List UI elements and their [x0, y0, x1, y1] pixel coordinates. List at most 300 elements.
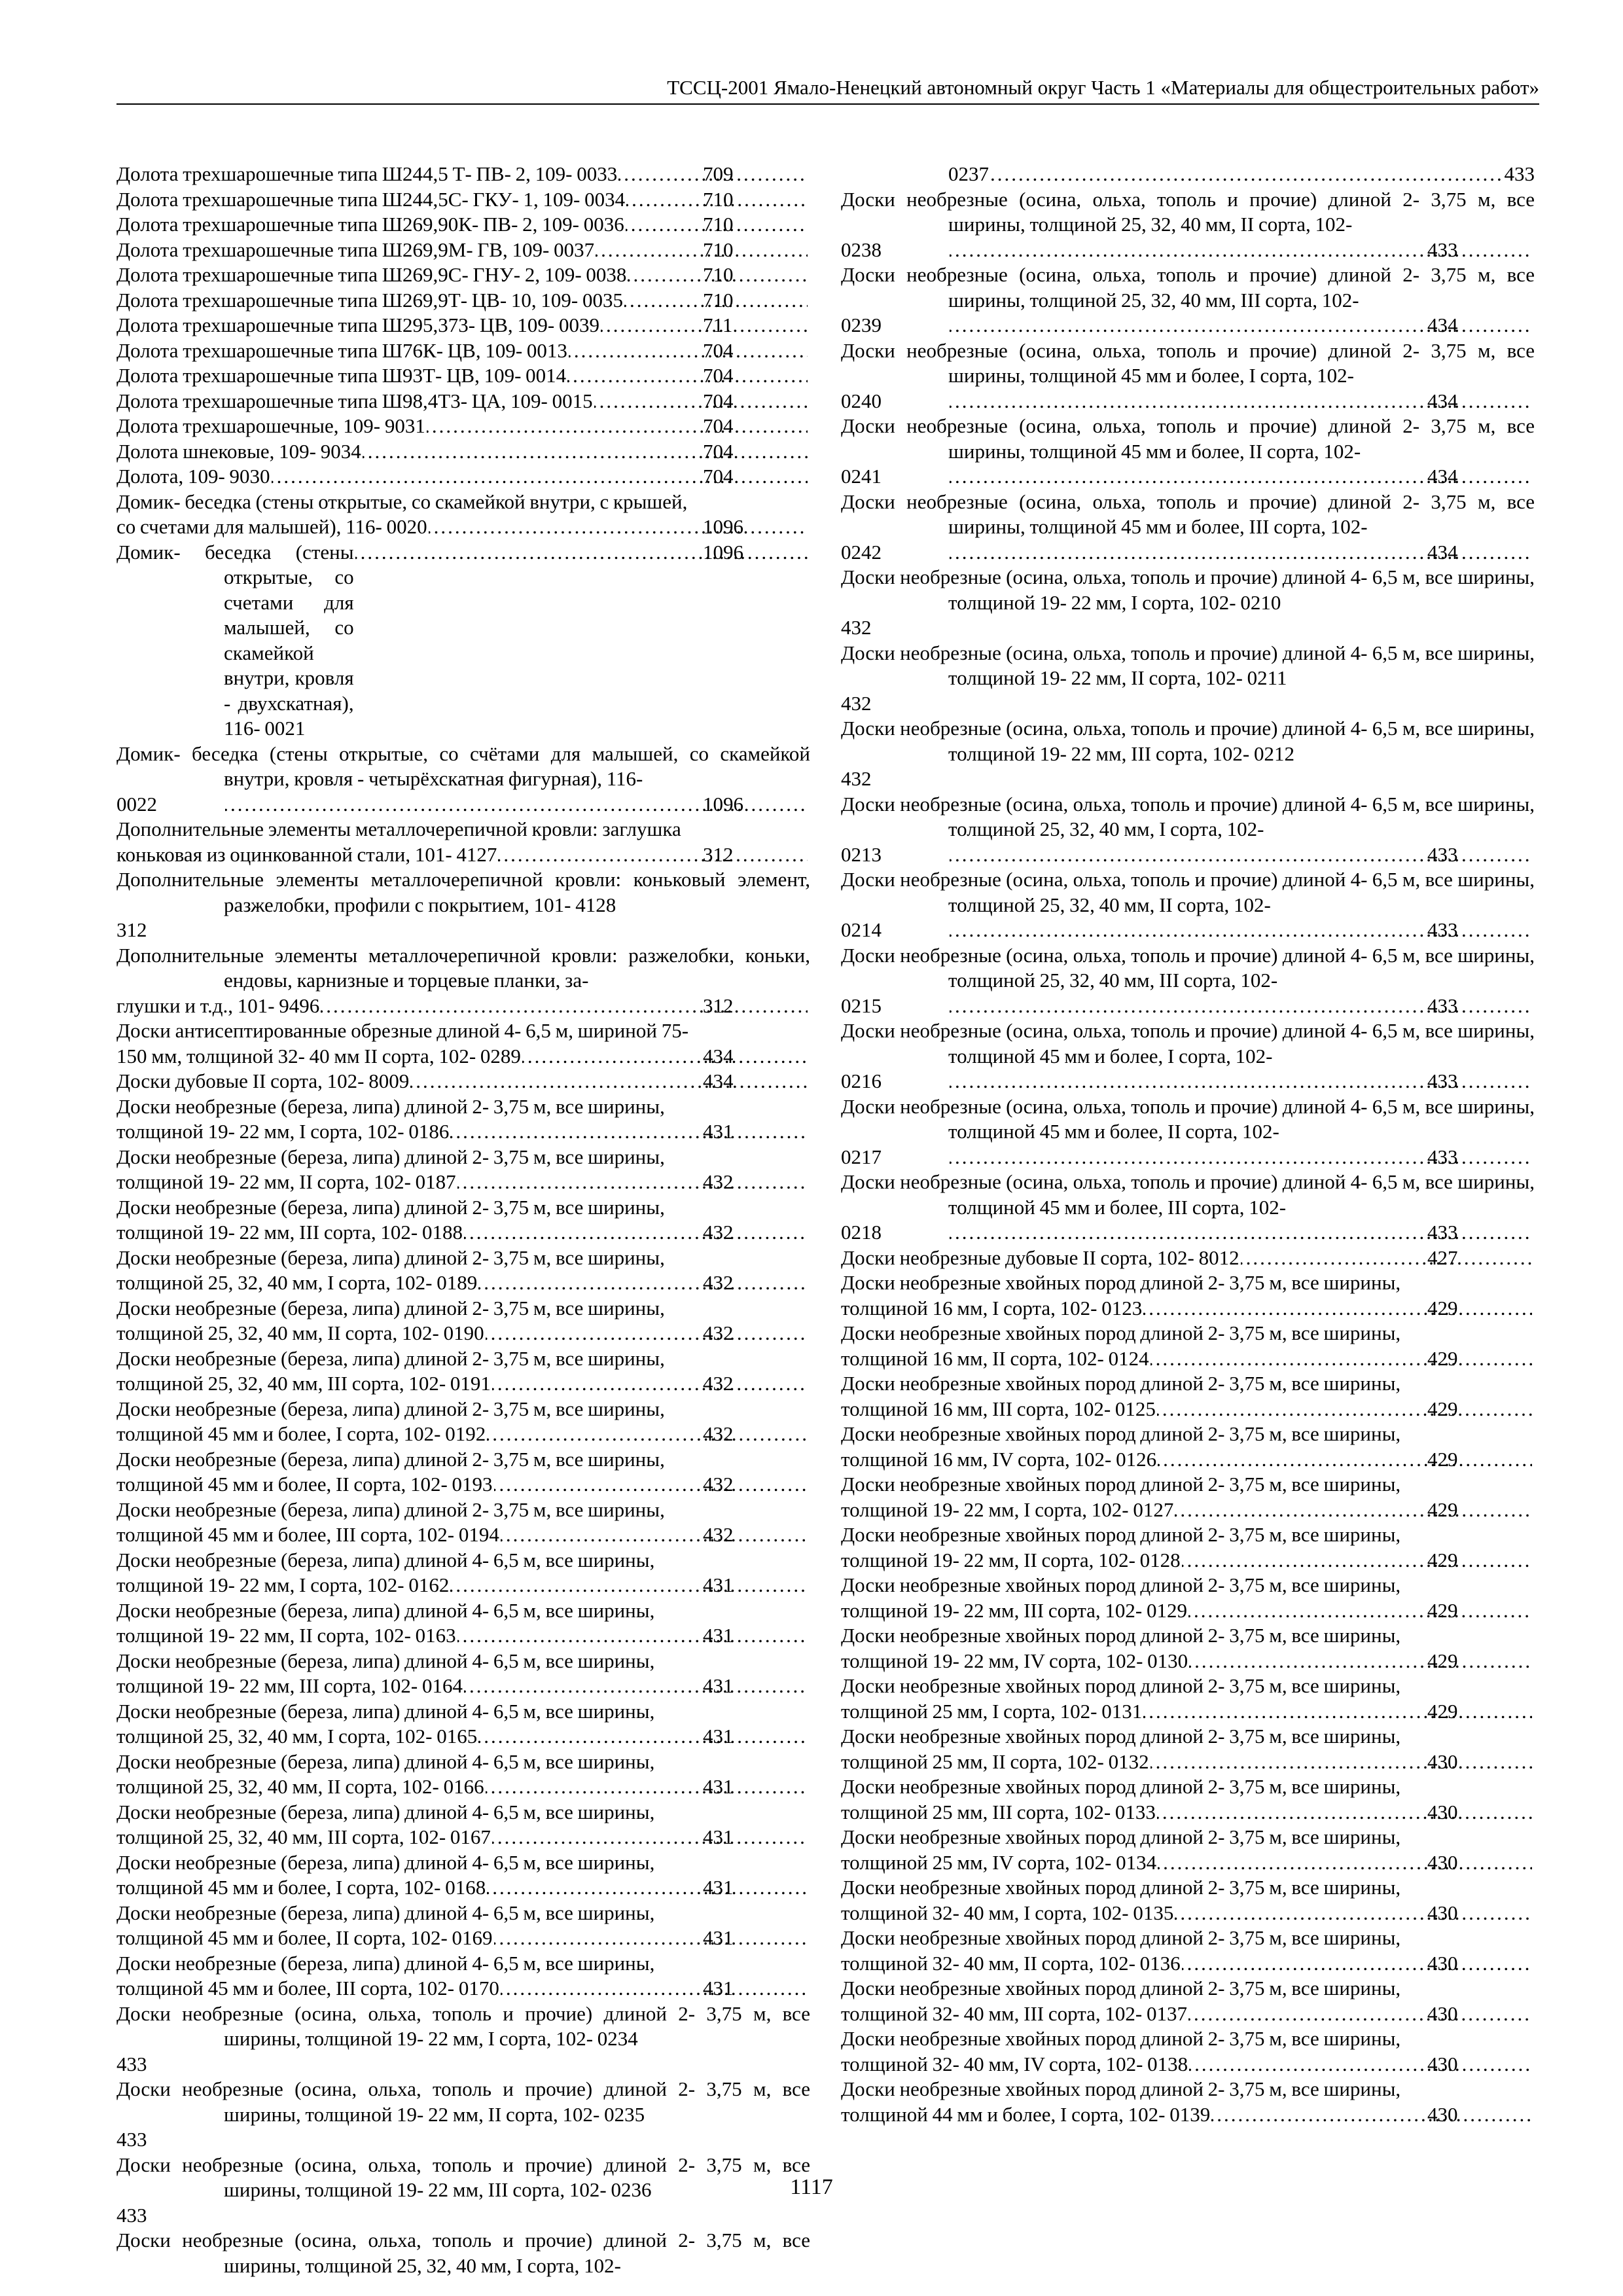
index-entry — [116, 540, 810, 742]
entry-leader-line: 0217 ..... 433 — [948, 1145, 1535, 1170]
entry-leader-line: Долота трехшарошечные типа Ш76К- ЦВ, 109- 0013 ..... 704 — [224, 338, 810, 364]
index-entry — [116, 212, 810, 238]
entry-text-end: толщиной 19- 22 мм, II сорта, 102- 0163 — [116, 1624, 456, 1647]
entry-page-number: 433 — [1504, 162, 1535, 185]
index-entry — [841, 2026, 1535, 2077]
index-entry — [841, 1270, 1535, 1321]
dot-leader — [450, 1573, 808, 1598]
entry-text-end: Долота трехшарошечные типа Ш269,9Т- ЦВ- 10, 109- 0035 — [116, 288, 623, 312]
entry-leader-line: толщиной 19- 22 мм, I сорта, 102- 0162 ..... 431 — [224, 1573, 810, 1598]
entry-text-end: толщиной 19- 22 мм, III сорта, 102- 0164 — [116, 1674, 463, 1697]
entry-leader-line: Долота трехшарошечные типа Ш98,4Т3- ЦА, 109- 0015 ..... 704 — [224, 389, 810, 414]
entry-text-end: глушки и т.д., 101- 9496 — [116, 994, 320, 1017]
index-entry — [841, 641, 1535, 717]
entry-leader-line: глушки и т.д., 101- 9496 ..... 312 — [224, 994, 810, 1019]
entry-leader-line: 0022 ..... 1096 — [224, 792, 810, 817]
entry-text-end: толщиной 44 мм и более, I сорта, 102- 0139 — [841, 2102, 1211, 2126]
index-entry — [841, 867, 1535, 943]
index-entry — [116, 1951, 810, 2001]
entry-page-number: 433 — [116, 2203, 147, 2227]
entry-text-end: толщиной 32- 40 мм, I сорта, 102- 0135 — [841, 1901, 1174, 1924]
index-entry — [116, 439, 810, 465]
index-entry — [116, 1598, 810, 1649]
entry-text: Доски необрезные (осина, ольха, тополь и прочие) длиной 2- 3,75 м, все ширины, толщиной 19- 22 мм, III сорта, 102- 0236 — [116, 2153, 810, 2201]
index-entry — [116, 464, 810, 490]
entry-text-end: Долота трехшарошечные типа Ш269,9М- ГВ, 109- 0037 — [116, 238, 595, 261]
entry-text-end: толщиной 45 мм и более, I сорта, 102- 0192 — [116, 1422, 486, 1445]
entry-text: Доски необрезные хвойных пород длиной 2- 3,75 м, все ширины, — [841, 1725, 1401, 1748]
entry-leader-line: толщиной 45 мм и более, I сорта, 102- 0168 ..... 431 — [224, 1875, 810, 1901]
index-entry — [841, 1724, 1535, 1774]
index-entry — [116, 288, 810, 314]
entry-text-end: Доски дубовые II сорта, 102- 8009 — [116, 1069, 410, 1092]
dot-leader — [594, 389, 808, 414]
index-entry — [116, 1749, 810, 1800]
entry-leader-line: 0242 ..... 434 — [948, 540, 1535, 565]
index-entry — [116, 1850, 810, 1901]
entry-text-end: толщиной 32- 40 мм, IV сорта, 102- 0138 — [841, 2052, 1188, 2075]
index-entry — [116, 1346, 810, 1397]
index-entry — [116, 742, 810, 817]
entry-text-end: Долота трехшарошечные типа Ш244,5С- ГКУ- 1, 109- 0034 — [116, 187, 626, 211]
index-entry — [841, 1522, 1535, 1573]
entry-leader-line: 0238 ..... 433 — [948, 238, 1535, 263]
entry-text: Доски необрезные хвойных пород длиной 2- 3,75 м, все ширины, — [841, 2027, 1401, 2050]
index-entry — [116, 1018, 810, 1069]
dot-leader — [1158, 1850, 1532, 1876]
index-entry — [841, 792, 1535, 868]
index-entry — [841, 262, 1535, 338]
entry-text-end: Долота трехшарошечные типа Ш98,4Т3- ЦА, 109- 0015 — [116, 389, 593, 412]
entry-text: Доски необрезные (осина, ольха, тополь и прочие) длиной 2- 3,75 м, все ширины, толщиной 19- 22 мм, II сорта, 102- 0235 — [116, 2077, 810, 2126]
dot-leader — [501, 1976, 808, 2001]
index-entry — [841, 1825, 1535, 1875]
entry-text: Доски необрезные (береза, липа) длиной 4- 6,5 м, все ширины, — [116, 1901, 655, 1924]
entry-text: Доски необрезные (береза, липа) длиной 2- 3,75 м, все ширины, — [116, 1397, 665, 1420]
entry-text: Доски необрезные (береза, липа) длиной 4- 6,5 м, все ширины, — [116, 1649, 655, 1672]
dot-leader — [1189, 2052, 1532, 2077]
entry-text: Доски необрезные хвойных пород длиной 2- 3,75 м, все ширины, — [841, 1876, 1401, 1899]
dot-leader — [1158, 1447, 1532, 1473]
entry-text: Доски необрезные хвойных пород длиной 2- 3,75 м, все ширины, — [841, 1977, 1401, 2000]
entry-text-end: толщиной 32- 40 мм, II сорта, 102- 0136 — [841, 1951, 1181, 1975]
dot-leader — [1157, 1397, 1532, 1422]
entry-text-end: толщиной 45 мм и более, II сорта, 102- 0169 — [116, 1926, 493, 1949]
entry-text-end: толщиной 19- 22 мм, III сорта, 102- 0129 — [841, 1598, 1187, 1622]
dot-leader — [487, 1422, 808, 1447]
entry-text: Доски необрезные (береза, липа) длиной 4- 6,5 м, все ширины, — [116, 1951, 655, 1975]
entry-text: Доски необрезные (осина, ольха, тополь и прочие) длиной 2- 3,75 м, все ширины, толщиной 45 мм и более, I сорта, 102- — [841, 338, 1535, 387]
entry-text: Доски необрезные хвойных пород длиной 2- 3,75 м, все ширины, — [841, 1422, 1401, 1445]
entry-text-end: толщиной 25 мм, IV сорта, 102- 0134 — [841, 1850, 1157, 1874]
index-entry — [841, 414, 1535, 490]
dot-leader — [427, 414, 808, 439]
running-header: ТССЦ-2001 Ямало-Ненецкий автономный округ Часть 1 «Материалы для общестроительных работ» — [667, 76, 1539, 99]
dot-leader — [1143, 1699, 1532, 1725]
index-entry — [841, 2077, 1535, 2127]
entry-leader-line: толщиной 32- 40 мм, IV сорта, 102- 0138 ..... 430 — [948, 2052, 1535, 2077]
entry-text: Доски необрезные (осина, ольха, тополь и прочие) длиной 4- 6,5 м, все ширины, толщиной 25, 32, 40 мм, I сорта, 102- — [841, 792, 1535, 840]
entry-leader-line: толщиной 25 мм, IV сорта, 102- 0134 ..... 430 — [948, 1850, 1535, 1876]
index-entry — [841, 1170, 1535, 1246]
index-entry — [841, 1774, 1535, 1825]
entry-leader-line: 0214 ..... 433 — [948, 918, 1535, 943]
entry-leader-line: Долота трехшарошечные типа Ш269,90К- ПВ- 2, 109- 0036 ..... 710 — [224, 212, 810, 238]
entry-text: Доски необрезные (осина, ольха, тополь и прочие) длиной 4- 6,5 м, все ширины, толщиной 19- 22 мм, I сорта, 102- 0210 — [841, 565, 1535, 614]
entry-leader-line: Долота трехшарошечные типа Ш93Т- ЦВ, 109- 0014 ..... 704 — [224, 363, 810, 389]
entry-text: Доски необрезные хвойных пород длиной 2- 3,75 м, все ширины, — [841, 1573, 1401, 1596]
entry-text: Дополнительные элементы металлочерепичной кровли: разжелобки, коньки, ендовы, карнизные и торцевые планки, за- — [116, 943, 810, 992]
entry-page-number: 433 — [116, 2052, 147, 2075]
entry-leader-line: толщиной 32- 40 мм, I сорта, 102- 0135 ..... 430 — [948, 1901, 1535, 1926]
entry-leader-line: толщиной 25 мм, II сорта, 102- 0132 ..... 430 — [948, 1749, 1535, 1775]
index-entry — [841, 490, 1535, 565]
entry-text: Доски необрезные хвойных пород длиной 2- 3,75 м, все ширины, — [841, 1372, 1401, 1395]
entry-leader-line: толщиной 25, 32, 40 мм, II сорта, 102- 0190 ..... 432 — [224, 1321, 810, 1346]
dot-leader — [1188, 1598, 1532, 1624]
dot-leader — [501, 1522, 808, 1548]
entry-text-end: Долота трехшарошечные типа Ш244,5 Т- ПВ- 2, 109- 0033 — [116, 162, 618, 185]
dot-leader — [1157, 1800, 1532, 1825]
entry-leader-line: Долота трехшарошечные типа Ш244,5 Т- ПВ- 2, 109- 0033 ..... 709 — [224, 162, 810, 187]
index-entry — [116, 1246, 810, 1296]
entry-text-end: Долота трехшарошечные типа Ш76К- ЦВ, 109- 0013 — [116, 338, 567, 362]
entry-text-end: толщиной 25, 32, 40 мм, I сорта, 102- 0165 — [116, 1725, 478, 1748]
dot-leader — [486, 1774, 808, 1800]
entry-text-end: Долота шнековые, 109- 9034 — [116, 439, 361, 463]
entry-text: Доски необрезные (береза, липа) длиной 2- 3,75 м, все ширины, — [116, 1447, 665, 1471]
entry-text-end: толщиной 45 мм и более, II сорта, 102- 0193 — [116, 1473, 493, 1496]
dot-leader — [498, 842, 808, 868]
index-entry — [116, 1069, 810, 1094]
index-column-left — [116, 162, 810, 2278]
dot-leader — [567, 363, 808, 389]
entry-text-end: Долота трехшарошечные типа Ш93Т- ЦВ, 109- 0014 — [116, 364, 567, 387]
entry-text: Доски необрезные (осина, ольха, тополь и прочие) длиной 2- 3,75 м, все ширины, толщиной 25, 32, 40 мм, I сорта, 102- — [116, 2229, 810, 2277]
index-entry — [116, 1145, 810, 1195]
entry-leader-line: толщиной 19- 22 мм, II сорта, 102- 0163 ..... 431 — [224, 1623, 810, 1649]
index-entry — [116, 943, 810, 1019]
entry-leader-line: коньковая из оцинкованной стали, 101- 4127 ..... 312 — [224, 842, 810, 868]
entry-text-end: 150 мм, толщиной 32- 40 мм II сорта, 102- 0289 — [116, 1044, 521, 1067]
index-entry — [841, 1018, 1535, 1094]
dot-leader — [1150, 1749, 1532, 1775]
entry-leader-line: 0216 ..... 433 — [948, 1069, 1535, 1094]
index-entry — [116, 238, 810, 263]
entry-leader-line: 150 мм, толщиной 32- 40 мм II сорта, 102- 0289 ..... 434 — [224, 1044, 810, 1069]
entry-text-end: Долота трехшарошечные, 109- 9031 — [116, 414, 425, 437]
entry-leader-line: Доски необрезные дубовые II сорта, 102- 8012 ..... 427 — [948, 1246, 1535, 1271]
entry-text-end: толщиной 25 мм, III сорта, 102- 0133 — [841, 1800, 1156, 1823]
dot-leader — [321, 994, 808, 1019]
dot-leader — [569, 338, 808, 364]
entry-leader-line: 0239 ..... 434 — [948, 313, 1535, 338]
entry-text: Доски необрезные (береза, липа) длиной 4- 6,5 м, все ширины, — [116, 1598, 655, 1622]
dot-leader — [464, 1220, 808, 1246]
entry-leader-line: 0213 ..... 433 — [948, 842, 1535, 868]
entry-leader-line: Долота, 109- 9030 ..... 704 — [224, 464, 810, 490]
entry-leader-line: толщиной 45 мм и более, III сорта, 102- 0170 ..... 431 — [224, 1976, 810, 2001]
dot-leader — [1175, 1901, 1532, 1926]
dot-leader — [1182, 1548, 1532, 1573]
page-number: 1117 — [790, 2175, 833, 2199]
entry-leader-line: толщиной 16 мм, IV сорта, 102- 0126 ..... 429 — [948, 1447, 1535, 1473]
dot-leader — [1211, 2102, 1532, 2128]
entry-leader-line: толщиной 45 мм и более, I сорта, 102- 0192 ..... 432 — [224, 1422, 810, 1447]
entry-leader-line — [948, 162, 1535, 187]
header-rule — [116, 103, 1539, 105]
index-entry — [116, 1094, 810, 1145]
entry-leader-line: толщиной 19- 22 мм, III сорта, 102- 0129 ..... 429 — [948, 1598, 1535, 1624]
entry-leader-line: толщиной 19- 22 мм, III сорта, 102- 0164 ..... 431 — [224, 1674, 810, 1699]
entry-leader-line: 0215 ..... 433 — [948, 994, 1535, 1019]
entry-leader-line: Долота трехшарошечные типа Ш269,9Т- ЦВ- 10, 109- 0035 ..... 710 — [224, 288, 810, 314]
index-column-right — [841, 162, 1535, 2127]
index-entry — [841, 1674, 1535, 1724]
index-entry — [841, 338, 1535, 414]
entry-text-end: Долота трехшарошечные типа Ш295,373- ЦВ, 109- 0039 — [116, 314, 599, 336]
entry-text: Доски необрезные (береза, липа) длиной 4- 6,5 м, все ширины, — [116, 1800, 655, 1823]
index-entry — [841, 565, 1535, 641]
dot-leader — [1182, 1951, 1532, 1977]
entry-text: Доски необрезные хвойных пород длиной 2- 3,75 м, все ширины, — [841, 1321, 1401, 1344]
index-entry — [841, 1875, 1535, 1926]
entry-text-end: толщиной 25, 32, 40 мм, II сорта, 102- 0166 — [116, 1775, 484, 1798]
index-entry — [116, 1397, 810, 1447]
entry-text: Доски необрезные (осина, ольха, тополь и прочие) длиной 4- 6,5 м, все ширины, толщиной 45 мм и более, III сорта, 102- — [841, 1170, 1535, 1219]
entry-leader-line: толщиной 19- 22 мм, II сорта, 102- 0187 ..... 432 — [224, 1170, 810, 1195]
dot-leader — [990, 162, 1502, 187]
entry-page-number: 432 — [841, 767, 872, 790]
index-entry — [841, 1321, 1535, 1371]
entry-leader-line: толщиной 45 мм и более, III сорта, 102- 0194 ..... 432 — [224, 1522, 810, 1548]
index-entry — [116, 338, 810, 364]
entry-text-end: коньковая из оцинкованной стали, 101- 4127 — [116, 842, 497, 866]
index-entry — [116, 1649, 810, 1699]
entry-leader-line: Долота трехшарошечные типа Ш269,9С- ГНУ- 2, 109- 0038 ..... 710 — [224, 262, 810, 288]
entry-leader-line: толщиной 25, 32, 40 мм, I сорта, 102- 0189 ..... 432 — [224, 1270, 810, 1296]
index-entry — [116, 1699, 810, 1749]
index-entry — [841, 1472, 1535, 1522]
entry-leader-line: со счетами для малышей), 116- 0020 ..... 1096 — [224, 514, 810, 540]
entry-text: Доски антисептированные обрезные длиной 4- 6,5 м, шириной 75- — [116, 1019, 689, 1042]
entry-text: Доски необрезные хвойных пород длиной 2- 3,75 м, все ширины, — [841, 1473, 1401, 1496]
entry-leader-line: толщиной 32- 40 мм, III сорта, 102- 0137 ..... 430 — [948, 2001, 1535, 2027]
entry-text: Доски необрезные хвойных пород длиной 2- 3,75 м, все ширины, — [841, 1523, 1401, 1546]
dot-leader — [363, 439, 808, 465]
entry-text-end: толщиной 19- 22 мм, IV сорта, 102- 0130 — [841, 1649, 1188, 1672]
entry-text: Доски необрезные (береза, липа) длиной 4- 6,5 м, все ширины, — [116, 1699, 655, 1723]
entry-text: Доски необрезные хвойных пород длиной 2- 3,75 м, все ширины, — [841, 1271, 1401, 1294]
entry-leader-line: толщиной 44 мм и более, I сорта, 102- 0139 ..... 430 — [948, 2102, 1535, 2128]
entry-text: Доски необрезные (береза, липа) длиной 4- 6,5 м, все ширины, — [116, 1548, 655, 1571]
index-entry — [116, 1800, 810, 1850]
entry-text: Доски необрезные (береза, липа) длиной 2- 3,75 м, все ширины, — [116, 1246, 665, 1269]
entry-text-end: толщиной 25, 32, 40 мм, III сорта, 102- 0167 — [116, 1825, 491, 1848]
entry-text: Доски необрезные (осина, ольха, тополь и прочие) длиной 2- 3,75 м, все ширины, толщиной 45 мм и более, II сорта, 102- — [841, 414, 1535, 463]
entry-leader-line: толщиной 19- 22 мм, IV сорта, 102- 0130 ..... 429 — [948, 1649, 1535, 1674]
entry-text-end: Долота трехшарошечные типа Ш269,9С- ГНУ- 2, 109- 0038 — [116, 263, 627, 286]
entry-text: Доски необрезные хвойных пород длиной 2- 3,75 м, все ширины, — [841, 1674, 1401, 1697]
entry-page-number: 433 — [116, 2128, 147, 2151]
entry-text-end: толщиной 45 мм и более, I сорта, 102- 0168 — [116, 1876, 486, 1899]
entry-text: Доски необрезные хвойных пород длиной 2- 3,75 м, все ширины, — [841, 1775, 1401, 1798]
entry-text-end: толщиной 25, 32, 40 мм, III сорта, 102- 0191 — [116, 1372, 491, 1395]
index-entry — [841, 1371, 1535, 1422]
entry-text-end: толщиной 32- 40 мм, III сорта, 102- 0137 — [841, 2001, 1187, 2025]
entry-page-number: 312 — [116, 918, 147, 941]
entry-leader-line: Долота трехшарошечные, 109- 9031 ..... 704 — [224, 414, 810, 439]
index-entry — [841, 1246, 1535, 1271]
entry-text: Доски необрезные (осина, ольха, тополь и прочие) длиной 4- 6,5 м, все ширины, толщиной 19- 22 мм, II сорта, 102- 0211 — [841, 641, 1535, 689]
dot-leader — [410, 1069, 808, 1094]
entry-text-end: толщиной 19- 22 мм, II сорта, 102- 0128 — [841, 1548, 1181, 1571]
index-entry — [841, 1623, 1535, 1674]
entry-leader-line: 0218 ..... 433 — [948, 1220, 1535, 1246]
dot-leader — [522, 1044, 808, 1069]
entry-leader-line: Доски дубовые II сорта, 102- 8009 ..... 434 — [224, 1069, 810, 1094]
entry-leader-line: толщиной 19- 22 мм, I сорта, 102- 0127 ..... 429 — [948, 1498, 1535, 1523]
index-entry — [116, 363, 810, 389]
entry-leader-line: 0241 ..... 434 — [948, 464, 1535, 490]
entry-text: Доски необрезные (береза, липа) длиной 4- 6,5 м, все ширины, — [116, 1749, 655, 1773]
entry-text: Доски необрезные (береза, липа) длиной 2- 3,75 м, все ширины, — [116, 1498, 665, 1521]
dot-leader — [486, 1321, 808, 1346]
entry-leader-line: толщиной 45 мм и более, II сорта, 102- 0193 ..... 432 — [224, 1472, 810, 1498]
dot-leader — [1143, 1296, 1532, 1321]
index-entry — [116, 2228, 810, 2278]
entry-text-end: толщиной 16 мм, IV сорта, 102- 0126 — [841, 1447, 1157, 1471]
index-entry — [116, 1548, 810, 1598]
entry-text-end: толщиной 19- 22 мм, II сорта, 102- 0187 — [116, 1170, 456, 1193]
entry-text-end: толщиной 25, 32, 40 мм, I сорта, 102- 0189 — [116, 1271, 478, 1294]
entry-text: Доски необрезные (осина, ольха, тополь и прочие) длиной 4- 6,5 м, все ширины, толщиной 45 мм и более, I сорта, 102- — [841, 1019, 1535, 1067]
entry-leader-line: толщиной 19- 22 мм, II сорта, 102- 0128 ..... 429 — [948, 1548, 1535, 1573]
index-entry — [841, 1422, 1535, 1472]
entry-text-end: толщиной 16 мм, I сорта, 102- 0123 — [841, 1296, 1143, 1319]
entry-text-end: толщиной 45 мм и более, III сорта, 102- 0194 — [116, 1523, 499, 1546]
entry-leader-line: толщиной 25 мм, I сорта, 102- 0131 ..... 429 — [948, 1699, 1535, 1725]
entry-text: Доски необрезные (береза, липа) длиной 2- 3,75 м, все ширины, — [116, 1195, 665, 1219]
dot-leader — [492, 1371, 808, 1397]
entry-leader-line: толщиной 25, 32, 40 мм, II сорта, 102- 0166 ..... 431 — [224, 1774, 810, 1800]
entry-text-end: толщиной 19- 22 мм, I сорта, 102- 0127 — [841, 1498, 1174, 1521]
index-entry — [116, 1195, 810, 1246]
entry-text-end: толщиной 25 мм, II сорта, 102- 0132 — [841, 1749, 1149, 1773]
dot-leader — [457, 1170, 808, 1195]
entry-leader-line: Долота трехшарошечные типа Ш244,5С- ГКУ- 1, 109- 0034 ..... 710 — [224, 187, 810, 213]
entry-text: Доски необрезные хвойных пород длиной 2- 3,75 м, все ширины, — [841, 1926, 1401, 1949]
dot-leader — [1175, 1498, 1532, 1523]
entry-leader-line: толщиной 25, 32, 40 мм, III сорта, 102- 0191 ..... 432 — [224, 1371, 810, 1397]
entry-leader-line: толщиной 25, 32, 40 мм, III сорта, 102- 0167 ..... 431 — [224, 1825, 810, 1850]
dot-leader — [1150, 1346, 1532, 1372]
entry-leader-line: толщиной 25 мм, III сорта, 102- 0133 ..... 430 — [948, 1800, 1535, 1825]
index-entry — [841, 716, 1535, 792]
index-entry — [116, 817, 810, 867]
entry-text-end: 0237 — [948, 162, 989, 185]
entry-text-end: со счетами для малышей), 116- 0020 — [116, 515, 427, 538]
entry-text: Домик- беседка (стены открытые, со скамейкой внутри, с крышей, — [116, 490, 688, 513]
dot-leader — [1188, 2001, 1532, 2027]
entry-text-end: толщиной 19- 22 мм, I сорта, 102- 0186 — [116, 1120, 450, 1143]
entry-text-end: толщиной 16 мм, III сорта, 102- 0125 — [841, 1397, 1156, 1420]
entry-text: Доски необрезные (осина, ольха, тополь и прочие) длиной 4- 6,5 м, все ширины, толщиной 45 мм и более, II сорта, 102- — [841, 1094, 1535, 1143]
entry-text: Доски необрезные (осина, ольха, тополь и прочие) длиной 4- 6,5 м, все ширины, толщиной 25, 32, 40 мм, III сорта, 102- — [841, 943, 1535, 992]
entry-text-end: толщиной 19- 22 мм, I сорта, 102- 0162 — [116, 1573, 450, 1596]
entry-text: Доски необрезные (береза, липа) длиной 4- 6,5 м, все ширины, — [116, 1850, 655, 1874]
index-entry — [841, 1976, 1535, 2026]
entry-leader-line: толщиной 19- 22 мм, I сорта, 102- 0186 ..... 431 — [224, 1119, 810, 1145]
dot-leader — [492, 1825, 808, 1850]
index-entry — [116, 867, 810, 943]
entry-text-end: Домик- беседка (стены открытые, со счетами для малышей, со скамейкой внутри, кровля - двухскатная), 116- 0021 — [116, 540, 354, 740]
index-entry — [116, 162, 810, 187]
entry-text-end: толщиной 45 мм и более, III сорта, 102- 0170 — [116, 1977, 499, 2000]
dot-leader — [450, 1119, 808, 1145]
dot-leader — [478, 1724, 808, 1749]
entry-text: Доски необрезные (береза, липа) длиной 2- 3,75 м, все ширины, — [116, 1296, 665, 1319]
index-entry — [116, 1901, 810, 1951]
entry-leader-line: Домик- беседка (стены открытые, со счетами для малышей, со скамейкой внутри, кровля - двухскатная), 116- 0021 ..... 1096 — [224, 540, 810, 742]
dot-leader — [464, 1674, 808, 1699]
entry-leader-line: Долота трехшарошечные типа Ш269,9М- ГВ, 109- 0037 ..... 710 — [224, 238, 810, 263]
dot-leader — [429, 514, 808, 540]
index-entry — [116, 490, 810, 540]
entry-leader-line: толщиной 19- 22 мм, III сорта, 102- 0188 ..... 432 — [224, 1220, 810, 1246]
entry-text: Доски необрезные (осина, ольха, тополь и прочие) длиной 4- 6,5 м, все ширины, толщиной 19- 22 мм, III сорта, 102- 0212 — [841, 717, 1535, 765]
entry-leader-line: толщиной 16 мм, III сорта, 102- 0125 ..... 429 — [948, 1397, 1535, 1422]
entry-leader-line: толщиной 16 мм, II сорта, 102- 0124 ..... 429 — [948, 1346, 1535, 1372]
dot-leader — [494, 1472, 808, 1498]
index-entry — [116, 389, 810, 414]
entry-text: Доски необрезные (осина, ольха, тополь и прочие) длиной 2- 3,75 м, все ширины, толщиной 25, 32, 40 мм, III сорта, 102- — [841, 263, 1535, 312]
index-entry — [116, 2077, 810, 2153]
dot-leader — [487, 1875, 808, 1901]
entry-text: Доски необрезные (береза, липа) длиной 2- 3,75 м, все ширины, — [116, 1094, 665, 1118]
index-entry — [116, 313, 810, 338]
entry-text: Дополнительные элементы металлочерепичной кровли: заглушка — [116, 817, 681, 840]
entry-leader-line: Долота трехшарошечные типа Ш295,373- ЦВ, 109- 0039 ..... 711 — [224, 313, 810, 338]
entry-page-number: 432 — [841, 691, 872, 715]
entry-leader-line: толщиной 32- 40 мм, II сорта, 102- 0136 ..... 430 — [948, 1951, 1535, 1977]
entry-leader-line: 0240 ..... 434 — [948, 389, 1535, 414]
entry-text: Доски необрезные хвойных пород длиной 2- 3,75 м, все ширины, — [841, 1624, 1401, 1647]
index-entry — [841, 943, 1535, 1019]
index-entry — [841, 187, 1535, 263]
entry-leader-line: толщиной 16 мм, I сорта, 102- 0123 ..... 429 — [948, 1296, 1535, 1321]
entry-text-end: толщиной 19- 22 мм, III сорта, 102- 0188 — [116, 1221, 463, 1244]
index-entry — [116, 1498, 810, 1548]
entry-text: Доски необрезные (осина, ольха, тополь и прочие) длиной 2- 3,75 м, все ширины, толщиной 19- 22 мм, I сорта, 102- 0234 — [116, 2001, 810, 2050]
entry-text-end: Доски необрезные дубовые II сорта, 102- 8012 — [841, 1246, 1240, 1269]
dot-leader — [596, 238, 808, 263]
entry-text: Доски необрезные (осина, ольха, тополь и прочие) длиной 2- 3,75 м, все ширины, толщиной 25, 32, 40 мм, II сорта, 102- — [841, 187, 1535, 236]
index-entry — [116, 414, 810, 439]
dot-leader — [494, 1926, 808, 1951]
index-entry — [116, 1447, 810, 1498]
entry-text: Доски необрезные (осина, ольха, тополь и прочие) длиной 4- 6,5 м, все ширины, толщиной 25, 32, 40 мм, II сорта, 102- — [841, 868, 1535, 916]
entry-text-end: толщиной 25 мм, I сорта, 102- 0131 — [841, 1699, 1143, 1723]
entry-text: Доски необрезные (береза, липа) длиной 2- 3,75 м, все ширины, — [116, 1145, 665, 1168]
dot-leader — [1241, 1246, 1532, 1271]
index-entry — [116, 187, 810, 213]
dot-leader — [478, 1270, 808, 1296]
entry-text: Доски необрезные (осина, ольха, тополь и прочие) длиной 2- 3,75 м, все ширины, толщиной 45 мм и более, III сорта, 102- — [841, 490, 1535, 538]
entry-text-end: толщиной 16 мм, II сорта, 102- 0124 — [841, 1346, 1149, 1370]
entry-leader-line: толщиной 25, 32, 40 мм, I сорта, 102- 0165 ..... 431 — [224, 1724, 810, 1749]
index-entry — [841, 1573, 1535, 1623]
